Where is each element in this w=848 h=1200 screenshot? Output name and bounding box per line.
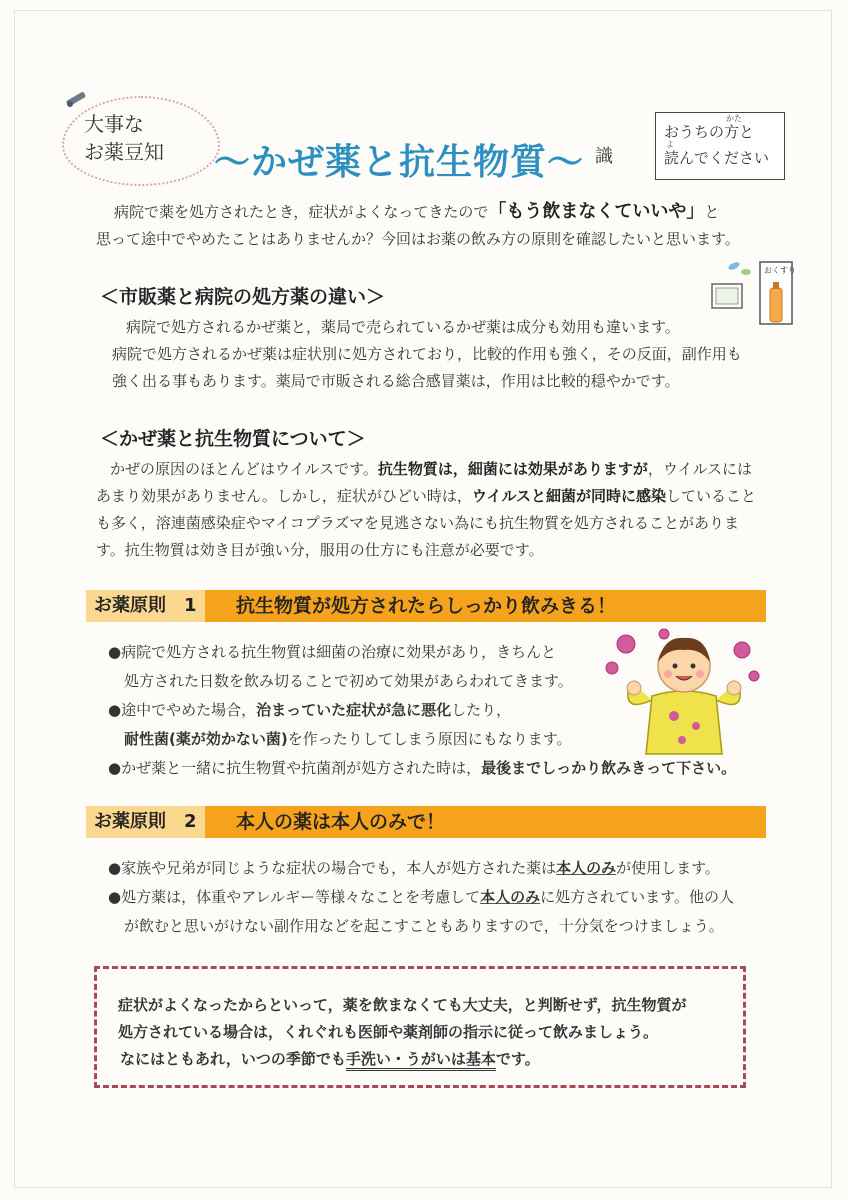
intro-paragraph: 病院で薬を処方されたとき，症状がよくなってきたので「もう飲まなくていいや」と 思って途中でやめたことはありませんか？今回はお薬の飲み方の原則を確認したいと思います。 — [96, 201, 740, 248]
rule1-tag: お薬原則 1 — [86, 590, 205, 622]
child-with-germs-illustration — [604, 626, 764, 756]
rule2-bullet-1: ●家族や兄弟が同じような症状の場合でも，本人が処方された薬は本人のみが使用します。 — [108, 859, 720, 877]
bag-label: おくすり — [764, 266, 796, 275]
summary-text: 症状がよくなったからといって，薬を飲まなくても大丈夫，と判断せず，抗生物質が 処方されている場合は，くれぐれも医師や薬剤師の指示に従って飲みましょう。 なにはともあれ，いつの季節でも手洗い・うがいは基本です。 — [118, 992, 738, 1073]
bubble-line-2: お薬豆知 — [84, 140, 164, 164]
rule2-title: 本人の薬は本人のみで！ — [236, 811, 446, 833]
rule1-bullet-2: ●途中でやめた場合，治まっていた症状が急に悪化したり， — [108, 701, 512, 719]
rule2-tag: お薬原則 2 — [86, 806, 205, 838]
rule1-bullet-3: ●かぜ薬と一緒に抗生物質や抗菌剤が処方された時は，最後までしっかり飲みきって下さい。 — [108, 759, 737, 777]
section-heading-otc: ＜市販薬と病院の処方薬の違い＞ — [100, 286, 386, 308]
notice-line-1: おうちの かた 方と — [664, 114, 755, 141]
bubble-line-1: 大事な — [84, 112, 144, 136]
rule2-bullet-2: ●処方薬は，体重やアレルギー等様々なことを考慮して本人のみに処方されています。他の人 — [108, 888, 734, 906]
page-title: ～かぜ薬と抗生物質～ — [214, 142, 585, 183]
intro-quote: 「もう飲まなくていいや」 — [488, 201, 705, 222]
rule1-banner — [86, 590, 766, 622]
notice-box — [655, 112, 785, 180]
title-suffix: 識 — [595, 146, 613, 167]
handwash-emphasis: 手洗い・うがいは基本 — [346, 1050, 496, 1071]
section-heading-antibiotics: ＜かぜ薬と抗生物質について＞ — [100, 428, 366, 450]
ruby-kata: かた — [726, 114, 743, 123]
section1-body: 病院で処方されるかぜ薬と，薬局で売られているかぜ薬は成分も効用も違います。 病院で処方されるかぜ薬は症状別に処方されており，比較的作用も強く，その反面，副作用も 強く出る事もあります。薬局で市販される総合感冒薬は，作用は比較的穏やかです。 — [112, 318, 742, 390]
rule2-bullets: ●家族や兄弟が同じような症状の場合でも，本人が処方された薬は本人のみが使用します。 ●処方薬は，体重やアレルギー等様々なことを考慮して本人のみに処方されています。他の人 が飲むと思いがけない副作用などを起こすこともありますので，十分気をつけましょう。 — [108, 854, 734, 941]
section2-body: かぜの原因のほとんどはウイルスです。抗生物質は，細菌には効果がありますが，ウイルスには あまり効果がありません。しかし，症状がひどい時は，ウイルスと細菌が同時に感染していること も多く，溶連菌感染症やマイコプラズマを見逃さない為にも抗生物質を処方されることがありま す。抗生物質は効き目が強い分，服用の仕方にも注意が必要です。 — [96, 460, 757, 559]
rule1-bullet-1: ●病院で処方される抗生物質は細菌の治療に効果があり，きちんと — [108, 643, 557, 661]
notice-line-2: よ 読んでください — [664, 140, 770, 167]
rule1-bullets: ●病院で処方される抗生物質は細菌の治療に効果があり，きちんと 処方された日数を飲み切ることで初めて効果があらわれてきます。 ●途中でやめた場合，治まっていた症状が急に悪化したり， 耐性菌(薬が効かない菌)を作ったりしてしまう原因にもなります。 ●かぜ薬と一緒に抗生物質や抗菌剤が処方された時は，最後までしっかり飲みきって下さい。 — [108, 638, 736, 783]
rule2-banner — [86, 806, 766, 838]
ruby-yo: よ — [666, 140, 674, 149]
rule1-title: 抗生物質が処方されたらしっかり飲みきる！ — [236, 595, 617, 617]
topic-bubble-text — [84, 110, 214, 166]
